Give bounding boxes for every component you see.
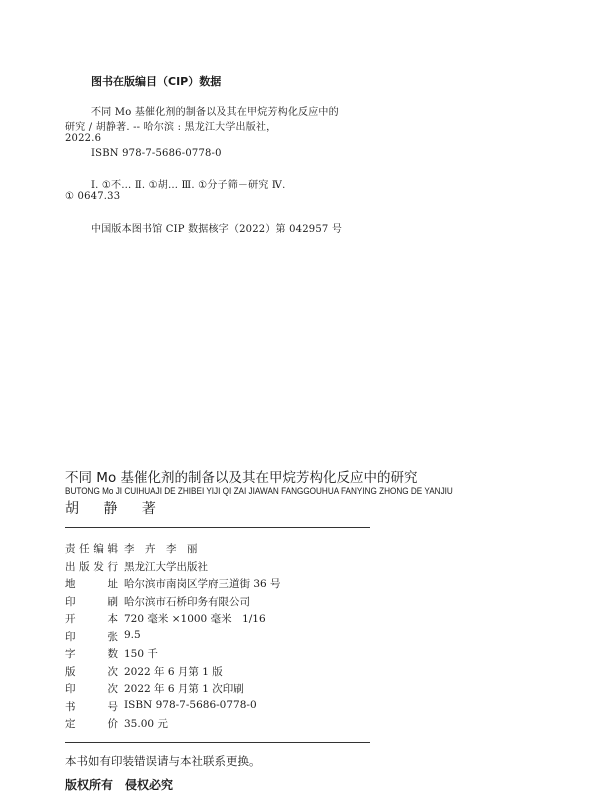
info-label: 字 数 — [65, 648, 118, 660]
info-value: 720 毫米 ×1000 毫米 1/16 — [124, 613, 266, 625]
info-value: 150 千 — [124, 648, 158, 660]
publishing-info-row — [65, 611, 266, 626]
publishing-info-row — [65, 576, 281, 591]
info-value: 2022 年 6 月第 1 次印刷 — [124, 683, 244, 695]
divider-top — [65, 527, 370, 528]
copyright-notice: 版权所有 侵权必究 — [65, 778, 174, 792]
publishing-info-row — [65, 699, 257, 714]
replacement-notice: 本书如有印装错误请与本社联系更换。 — [65, 754, 261, 768]
info-value: 2022 年 6 月第 1 版 — [124, 665, 223, 678]
info-value: 35.00 元 — [124, 718, 168, 730]
divider-bottom — [65, 742, 370, 743]
publishing-info-row — [65, 594, 250, 609]
info-label: 书 号 — [65, 700, 118, 713]
cip-line: Ⅰ. ①不… Ⅱ. ①胡… Ⅲ. ①分子筛－研究 Ⅳ. — [91, 180, 286, 191]
cip-line: ① 0647.33 — [65, 191, 121, 202]
publishing-info-row — [65, 629, 141, 644]
info-label: 印 次 — [65, 683, 118, 695]
info-value: 9.5 — [124, 628, 141, 641]
info-label: 版 次 — [65, 665, 118, 678]
publishing-info-row — [65, 681, 244, 696]
info-value: ISBN 978-7-5686-0778-0 — [124, 698, 257, 711]
book-pinyin-title: BUTONG Mo JI CUIHUAJI DE ZHIBEI YIJI QI ZAI JIAWAN FANGGOUHUA FANYING ZHONG DE YANJIU — [65, 486, 453, 497]
info-value: 哈尔滨市南岗区学府三道街 36 号 — [124, 578, 281, 590]
cip-line: 研究 / 胡静著. -- 哈尔滨 : 黑龙江大学出版社， — [65, 122, 277, 133]
cip-line: 不同 Mo 基催化剂的制备以及其在甲烷芳构化反应中的 — [91, 107, 339, 118]
info-label: 定 价 — [65, 718, 118, 730]
publishing-info-row — [65, 664, 223, 679]
cip-line: 中国版本图书馆 CIP 数据核字（2022）第 042957 号 — [91, 224, 343, 235]
publishing-info-row — [65, 646, 158, 661]
publishing-info-row — [65, 716, 168, 731]
book-author: 胡 静 著 — [65, 501, 166, 517]
cip-line: 2022.6 — [65, 133, 102, 144]
book-title: 不同 Mo 基催化剂的制备以及其在甲烷芳构化反应中的研究 — [65, 470, 418, 486]
publishing-info-row — [65, 541, 198, 556]
info-value: 哈尔滨市石桥印务有限公司 — [124, 595, 250, 608]
cip-heading: 图书在版编目（CIP）数据 — [91, 75, 222, 88]
info-label: 出 版 发 行 — [65, 560, 118, 573]
info-label: 开 本 — [65, 613, 118, 625]
info-label: 印 张 — [65, 630, 118, 643]
info-value: 黑龙江大学出版社 — [124, 560, 208, 573]
info-label: 地 址 — [65, 578, 118, 590]
publishing-info-row — [65, 559, 208, 574]
cip-line: ISBN 978-7-5686-0778-0 — [91, 148, 222, 159]
info-label: 责 任 编 辑 — [65, 543, 118, 555]
info-label: 印 刷 — [65, 595, 118, 608]
info-value: 李 卉 李 丽 — [124, 543, 198, 555]
